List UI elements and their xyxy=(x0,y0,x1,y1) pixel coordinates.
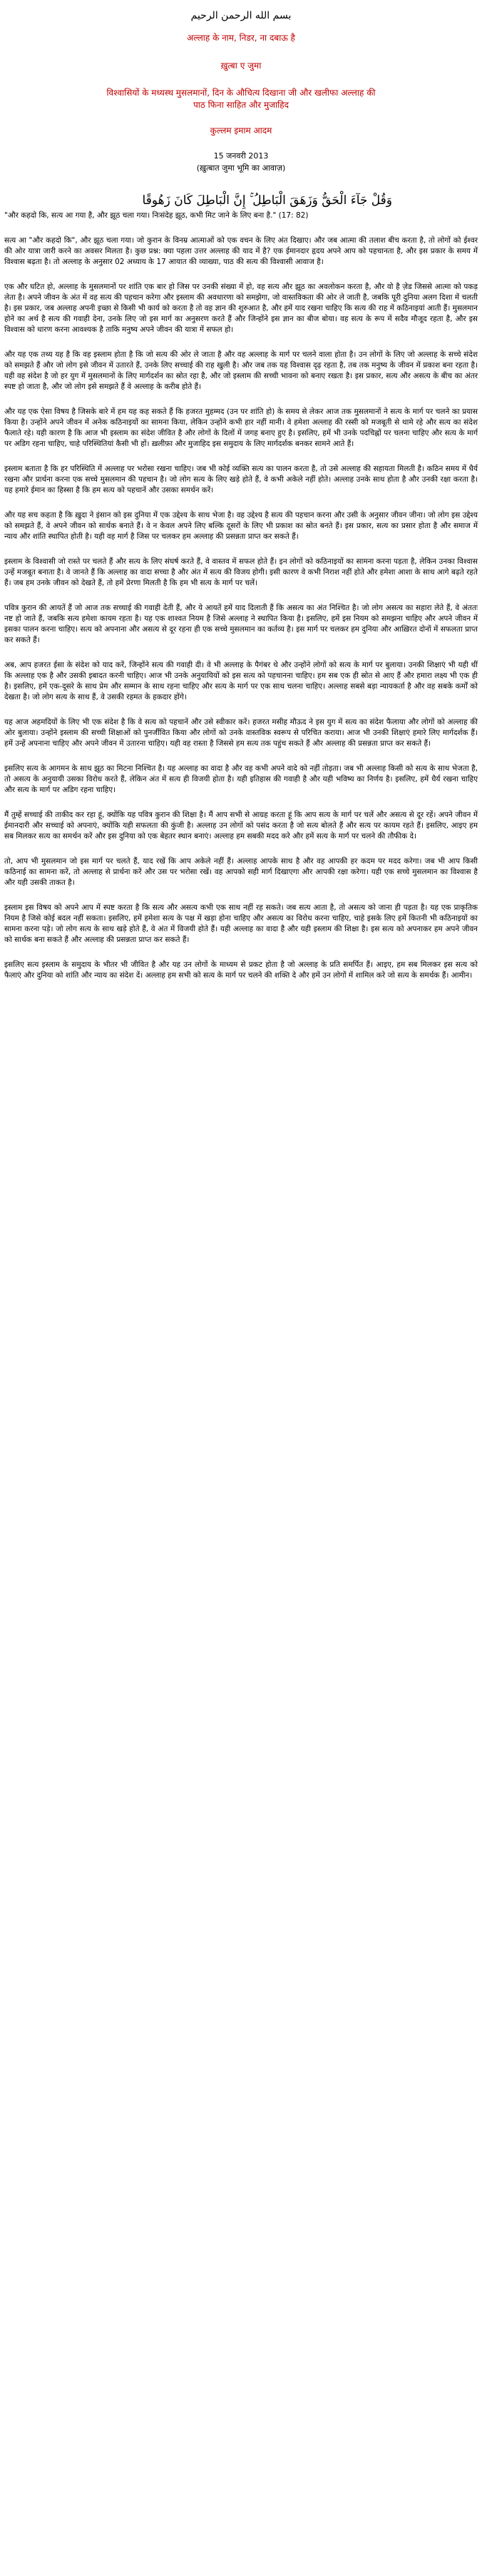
paragraph: इस्लाम बताता है कि हर परिस्थिति में अल्लाह पर भरोसा रखना चाहिए। जब भी कोई व्यक्ति सत्य का पालन करता है, तो उसे अल्लाह की सहायता मिलती है। कठिन समय में धैर्य रखना और प्रार्थना करना एक सच्चे मुसलमान की पहचान है। जो लोग सत्य के लिए खड़े होते हैं, वे कभी अकेले नहीं होते। अल्लाह उनके साथ होता है और उनकी रक्षा करता है। यह हमारे ईमान का हिस्सा है कि हम सत्य को पहचानें और उसका समर्थन करें। xyxy=(4,465,478,495)
paragraph: मैं तुम्हें सच्चाई की ताकीद कर रहा हूं, क्योंकि यह पवित्र कुरान की शिक्षा है। मैं आप सभी से आग्रह करता हूं कि आप सत्य के मार्ग पर चलें और असत्य से दूर रहें। अपने जीवन में ईमानदारी और सच्चाई को अपनाएं, क्योंकि यही सफलता की कुंजी है। अल्लाह उन लोगों को पसंद करता है जो सत्य बोलते हैं और सत्य पर कायम रहते हैं। इसलिए, आइए हम सब मिलकर सत्य का समर्थन करें और इस दुनिया को एक बेहतर स्थान बनाएं। अल्लाह हम सबकी मदद करे और हमें सत्य के मार्ग पर चलने की तौफीक दे। xyxy=(4,811,478,841)
paragraph: तो, आप भी मुसलमान जो इस मार्ग पर चलते हैं, याद रखें कि आप अकेले नहीं हैं। अल्लाह आपके साथ है और वह आपकी हर कदम पर मदद करेगा। जब भी आप किसी कठिनाई का सामना करें, तो अल्लाह से प्रार्थना करें और उस पर भरोसा रखें। वह आपको सही मार्ग दिखाएगा और आपकी रक्षा करेगा। यही एक सच्चे मुसलमान का विश्वास है और यही उसकी ताकत है। xyxy=(4,857,478,887)
paragraph: अब, आप हजरत ईसा के संदेश को याद करें, जिन्होंने सत्य की गवाही दी। वे भी अल्लाह के पैगंबर थे और उन्होंने लोगों को सत्य के मार्ग पर बुलाया। उनकी शिक्षाएं भी यही थीं कि अल्लाह एक है और उसकी इबादत करनी चाहिए। आज भी उनके अनुयायियों को इस सत्य को पहचानना चाहिए। हम सब एक ही स्रोत से आए हैं और हमारा लक्ष्य भी एक ही है। इसलिए, हमें एक-दूसरे के साथ प्रेम और सम्मान के साथ रहना चाहिए और सत्य के मार्ग पर एक साथ चलना चाहिए। अल्लाह सबसे बड़ा न्यायकर्ता है और वह सबके कर्मों को देखता है। जो लोग सत्य के साथ हैं, वे उसकी रहमत के हकदार होंगे। xyxy=(4,661,478,701)
paragraph: यह आज अहमदियों के लिए भी एक संदेश है कि वे सत्य को पहचानें और उसे स्वीकार करें। हजरत मसीह मौऊद ने इस युग में सत्य का संदेश फैलाया और लोगों को अल्लाह की ओर बुलाया। उन्होंने इस्लाम की सच्ची शिक्षाओं को पुनर्जीवित किया और लोगों को उनके वास्तविक स्वरूप से परिचित कराया। आज भी उनकी शिक्षाएं हमारे लिए मार्गदर्शक हैं। हमें उन्हें अपनाना चाहिए और अपने जीवन में उतारना चाहिए। यही वह रास्ता है जिससे हम सत्य तक पहुंच सकते हैं और अल्लाह की प्रसन्नता प्राप्त कर सकते हैं। xyxy=(4,718,478,748)
arabic-verse: وَقُلْ جَآءَ الْحَقُّ وَزَهَقَ الْبَاطِلُ ۚ إِنَّ الْبَاطِلَ كَانَ زَهُوقًا xyxy=(142,193,392,208)
paragraph: और यह सच कहता है कि ख़ुदा ने इंसान को इस दुनिया में एक उद्देश्य के साथ भेजा है। वह उद्देश्य है सत्य की पहचान करना और उसी के अनुसार जीवन जीना। जो लोग इस उद्देश्य को समझते हैं, वे अपने जीवन को सार्थक बनाते हैं। वे न केवल अपने लिए बल्कि दूसरों के लिए भी प्रकाश का स्रोत बनते हैं। इस प्रकार, सत्य का प्रसार होता है और समाज में न्याय और शांति स्थापित होती है। यही वह मार्ग है जिस पर चलकर हम अल्लाह की प्रसन्नता प्राप्त कर सकते हैं। xyxy=(4,511,478,541)
paragraph: इस्लाम इस विषय को अपने आप में स्पष्ट करता है कि सत्य और असत्य कभी एक साथ नहीं रह सकते। जब सत्य आता है, तो असत्य को जाना ही पड़ता है। यह एक प्राकृतिक नियम है जिसे कोई बदल नहीं सकता। इसलिए, हमें हमेशा सत्य के पक्ष में खड़ा होना चाहिए और असत्य का विरोध करना चाहिए, चाहे इसके लिए हमें कितनी भी कठिनाइयों का सामना करना पड़े। जो लोग सत्य के साथ खड़े होते हैं, वे अंत में विजयी होते हैं। यही अल्लाह का वादा है और यही इस्लाम की शिक्षा है। इस सत्य को अपनाकर हम अपने जीवन को सार्थक बना सकते हैं और अल्लाह की प्रसन्नता प्राप्त कर सकते हैं। xyxy=(4,903,478,944)
quran-verse xyxy=(4,193,478,208)
sermon-page xyxy=(0,10,482,981)
author-name: कुल्लम इमाम आदम xyxy=(210,126,272,136)
sermon-heading-line-2: पाठ फिना साहित और मुजाहिद xyxy=(193,100,289,110)
paragraph: इसलिए सत्य के आगमन के साथ झूठ का मिटना निश्चित है। यह अल्लाह का वादा है और वह कभी अपने वादे को नहीं तोड़ता। जब भी अल्लाह किसी को सत्य के साथ भेजता है, तो असत्य के अनुयायी उसका विरोध करते हैं, लेकिन अंत में सत्य ही विजयी होता है। यही इतिहास की गवाही है और यही भविष्य का निर्णय है। इसलिए, हमें धैर्य रखना चाहिए और सत्य के मार्ग पर अडिग रहना चाहिए। xyxy=(4,764,478,794)
sermon-heading-line-1: विश्वासियों के मध्यस्थ मुसलमानों, दिन के औचित्य दिखाना जी और खलीफा अल्लाह की xyxy=(106,88,376,98)
sermon-source: (ख़ुत्बात जुमा भूमि का आवाज़) xyxy=(196,163,286,173)
series-title: अल्लाह के नाम, निडर, ना दबाऊ है xyxy=(187,33,295,43)
sermon-subtitle: ख़ुत्बा ए जुमा xyxy=(220,61,262,71)
sermon-date: 15 जनवरी 2013 xyxy=(213,151,269,161)
sermon-heading xyxy=(4,87,478,111)
verse-translation: "और कहदो कि, सत्य आ गया है, और झूठ चला गया। निःसंदेह झूठ, कभी मिट जाने के लिए बना है." (17: 82) xyxy=(4,211,309,220)
paragraph: इसलिए सत्य इस्लाम के समुदाय के भीतर भी जीवित है और यह उन लोगों के माध्यम से प्रकट होता है जो अल्लाह के प्रति समर्पित हैं। आइए, हम सब मिलकर इस सत्य को फैलाएं और दुनिया को शांति और न्याय का संदेश दें। अल्लाह हम सभी को सत्य के मार्ग पर चलने की शक्ति दे और हमें उन लोगों में शामिल करे जो सत्य के समर्थक हैं। आमीन। xyxy=(4,960,478,980)
paragraph: पवित्र कुरान की आयतें हैं जो आज तक सच्चाई की गवाही देती हैं, और ये आयतें हमें याद दिलाती हैं कि असत्य का अंत निश्चित है। जो लोग असत्य का सहारा लेते हैं, वे अंततः नष्ट हो जाते हैं, जबकि सत्य हमेशा कायम रहता है। यह एक शाश्वत नियम है जिसे अल्लाह ने स्थापित किया है। इसलिए, हमें इस नियम को समझना चाहिए और अपने जीवन में इसका पालन करना चाहिए। सत्य को अपनाना और असत्य से दूर रहना ही एक सच्चे मुसलमान का कर्तव्य है। इस मार्ग पर चलकर हम दुनिया और आख़िरत दोनों में सफलता प्राप्त कर सकते हैं। xyxy=(4,604,478,644)
paragraph: सत्य आ "और कहदो कि", और झूठ चला गया। जो कुरान के विनम्र आत्माओं को एक वचन के लिए अंत दिखाए। और जब आत्मा की तलाश बीच करता है, तो लोगों को ईश्वर की ओर यात्रा जारी करने का अवसर मिलता है। कुछ प्रश्न: क्या पहला उत्तर अल्लाह की याद में है? एक ईमानदार हृदय अपने आप को पहचानता है, और इस प्रकार के समय में विश्वास बढ़ता है। तो अल्लाह के अनुसार 02 अध्याय के 17 आयात की व्याख्या, पाठ की सत्य की विश्वासी आवाज है। xyxy=(4,236,478,266)
paragraph: और यह एक ऐसा विषय है जिसके बारे में हम यह कह सकते हैं कि हजरत मुहम्मद (उन पर शांति हो) के समय से लेकर आज तक मुसलमानों ने सत्य के मार्ग पर चलने का प्रयास किया है। उन्होंने अपने जीवन में अनेक कठिनाइयों का सामना किया, लेकिन उन्होंने कभी हार नहीं मानी। वे हमेशा अल्लाह की रस्सी को मजबूती से थामे रहे और सत्य का संदेश फैलाते रहे। यही कारण है कि आज भी इस्लाम का संदेश जीवित है और लोगों के दिलों में जगह बनाए हुए है। इसलिए, हमें भी उनके पदचिह्नों पर चलना चाहिए और सत्य के मार्ग पर अडिग रहना चाहिए, चाहे परिस्थितियां कैसी भी हों। ख़लीफ़ा और मुजाहिद इस समुदाय के लिए मार्गदर्शक बनकर सामने आते हैं। xyxy=(4,407,478,448)
bismillah-header: بسم الله الرحمن الرحیم xyxy=(190,10,292,21)
paragraph: और यह एक तथ्य यह है कि वह इस्लाम होता है कि जो सत्य की ओर ले जाता है और वह अल्लाह के मार्ग पर चलने वाला होता है। उन लोगों के लिए जो अल्लाह के सच्चे संदेश को समझते हैं और जो लोग इसे जीवन में उतारते हैं, उनके लिए सच्चाई की राह खुली है। और जब तक यह विश्वास दृढ़ रहता है, तब तक मनुष्य के जीवन में प्रकाश बना रहता है। यही वह संदेश है जो हर युग में मुसलमानों के लिए मार्गदर्शन का स्रोत रहा है, और जो इस्लाम की सच्ची भावना को बनाए रखता है। इस प्रकार, सत्य और असत्य के बीच का अंतर स्पष्ट हो जाता है, और जो लोग इसे समझते हैं वे अल्लाह के करीब होते हैं। xyxy=(4,350,478,391)
paragraph: इस्लाम के विश्वासी जो रास्ते पर चलते हैं और सत्य के लिए संघर्ष करते हैं, वे वास्तव में सफल होते हैं। इन लोगों को कठिनाइयों का सामना करना पड़ता है, लेकिन उनका विश्वास उन्हें मजबूत बनाता है। वे जानते हैं कि अल्लाह का वादा सच्चा है और अंत में सत्य की विजय होगी। इसी कारण वे कभी निराश नहीं होते और हमेशा आशा के साथ आगे बढ़ते रहते हैं। जब हम उनके जीवन को देखते हैं, तो हमें प्रेरणा मिलती है कि हम भी सत्य के मार्ग पर चलें। xyxy=(4,557,478,587)
paragraph: एक और घटित हो, अल्लाह के मुसलमानों पर शांति एक बार हो जिस पर उनकी संख्या में हो, वह सत्य और झूठ का अवलोकन करता है, और वो है ज़ेड जिससे आत्मा को पकड़ लेता है। अपने जीवन के अंत में वह सत्य की पहचान करेगा और इस्लाम की अवधारणा को समझेगा, जो वास्तविकता की ओर ले जाती है, जबकि पूरी दुनिया अलग दिशा में चलती है। इस प्रकार, जब अल्लाह अपनी इच्छा से किसी भी कार्य को करता है तो वह ज्ञान की शुरुआत है, और हमें याद रखना चाहिए कि सत्य की राह में कठिनाइयां आती हैं। मुसलमान होने का अर्थ है सत्य की गवाही देना, उनके लिए जो इस मार्ग का अनुसरण करते हैं और जिन्होंने इस ज्ञान का बीज बोया। वह सत्य के रूप में सदैव मौजूद रहता है, और इस विश्वास को धारण करना आवश्यक है ताकि मनुष्य अपने जीवन की यात्रा में सफल हो। xyxy=(4,283,478,334)
